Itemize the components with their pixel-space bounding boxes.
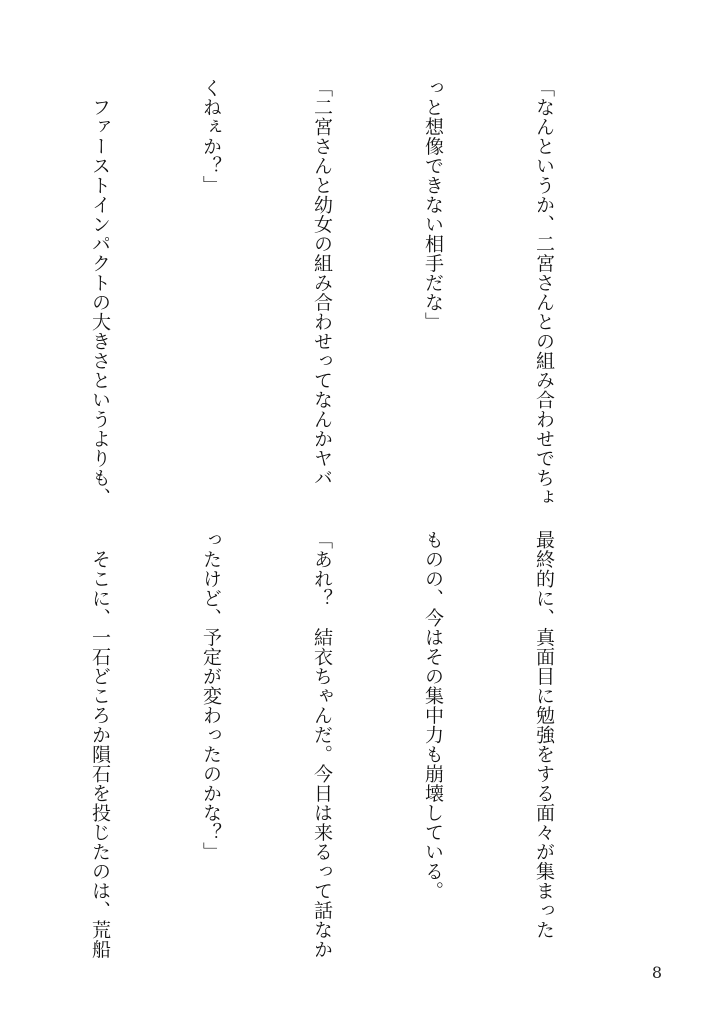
text-line — [0, 78, 7, 498]
page-number: 8 — [651, 963, 662, 982]
text-line — [0, 530, 7, 930]
upper-text-block — [0, 78, 636, 507]
text-line: 「二宮さんと幼女の組み合わせってなんかヤバ — [311, 78, 333, 488]
text-line: 「あれ？ 結衣ちゃんだ。今日は来るって話なか — [311, 530, 333, 959]
text-line: ものの、今はその集中力も崩壊している。 — [422, 530, 444, 901]
text-line: 「なんというか、二宮さんとの組み合わせでちょ — [533, 78, 555, 507]
text-line: っと想像できない相手だな」 — [422, 78, 444, 332]
text-line: ファーストインパクトの大きさというよりも、 — [89, 78, 111, 507]
text-line: そこに、一石どころか隕石を投じたのは、荒船 — [89, 530, 111, 959]
text-line: くねぇか？」 — [200, 78, 222, 195]
lower-text-block — [0, 530, 636, 959]
text-line: ったけど、予定が変わったのかな？」 — [200, 530, 222, 862]
text-line: 最終的に、真面目に勉強をする面々が集まった — [533, 530, 555, 940]
